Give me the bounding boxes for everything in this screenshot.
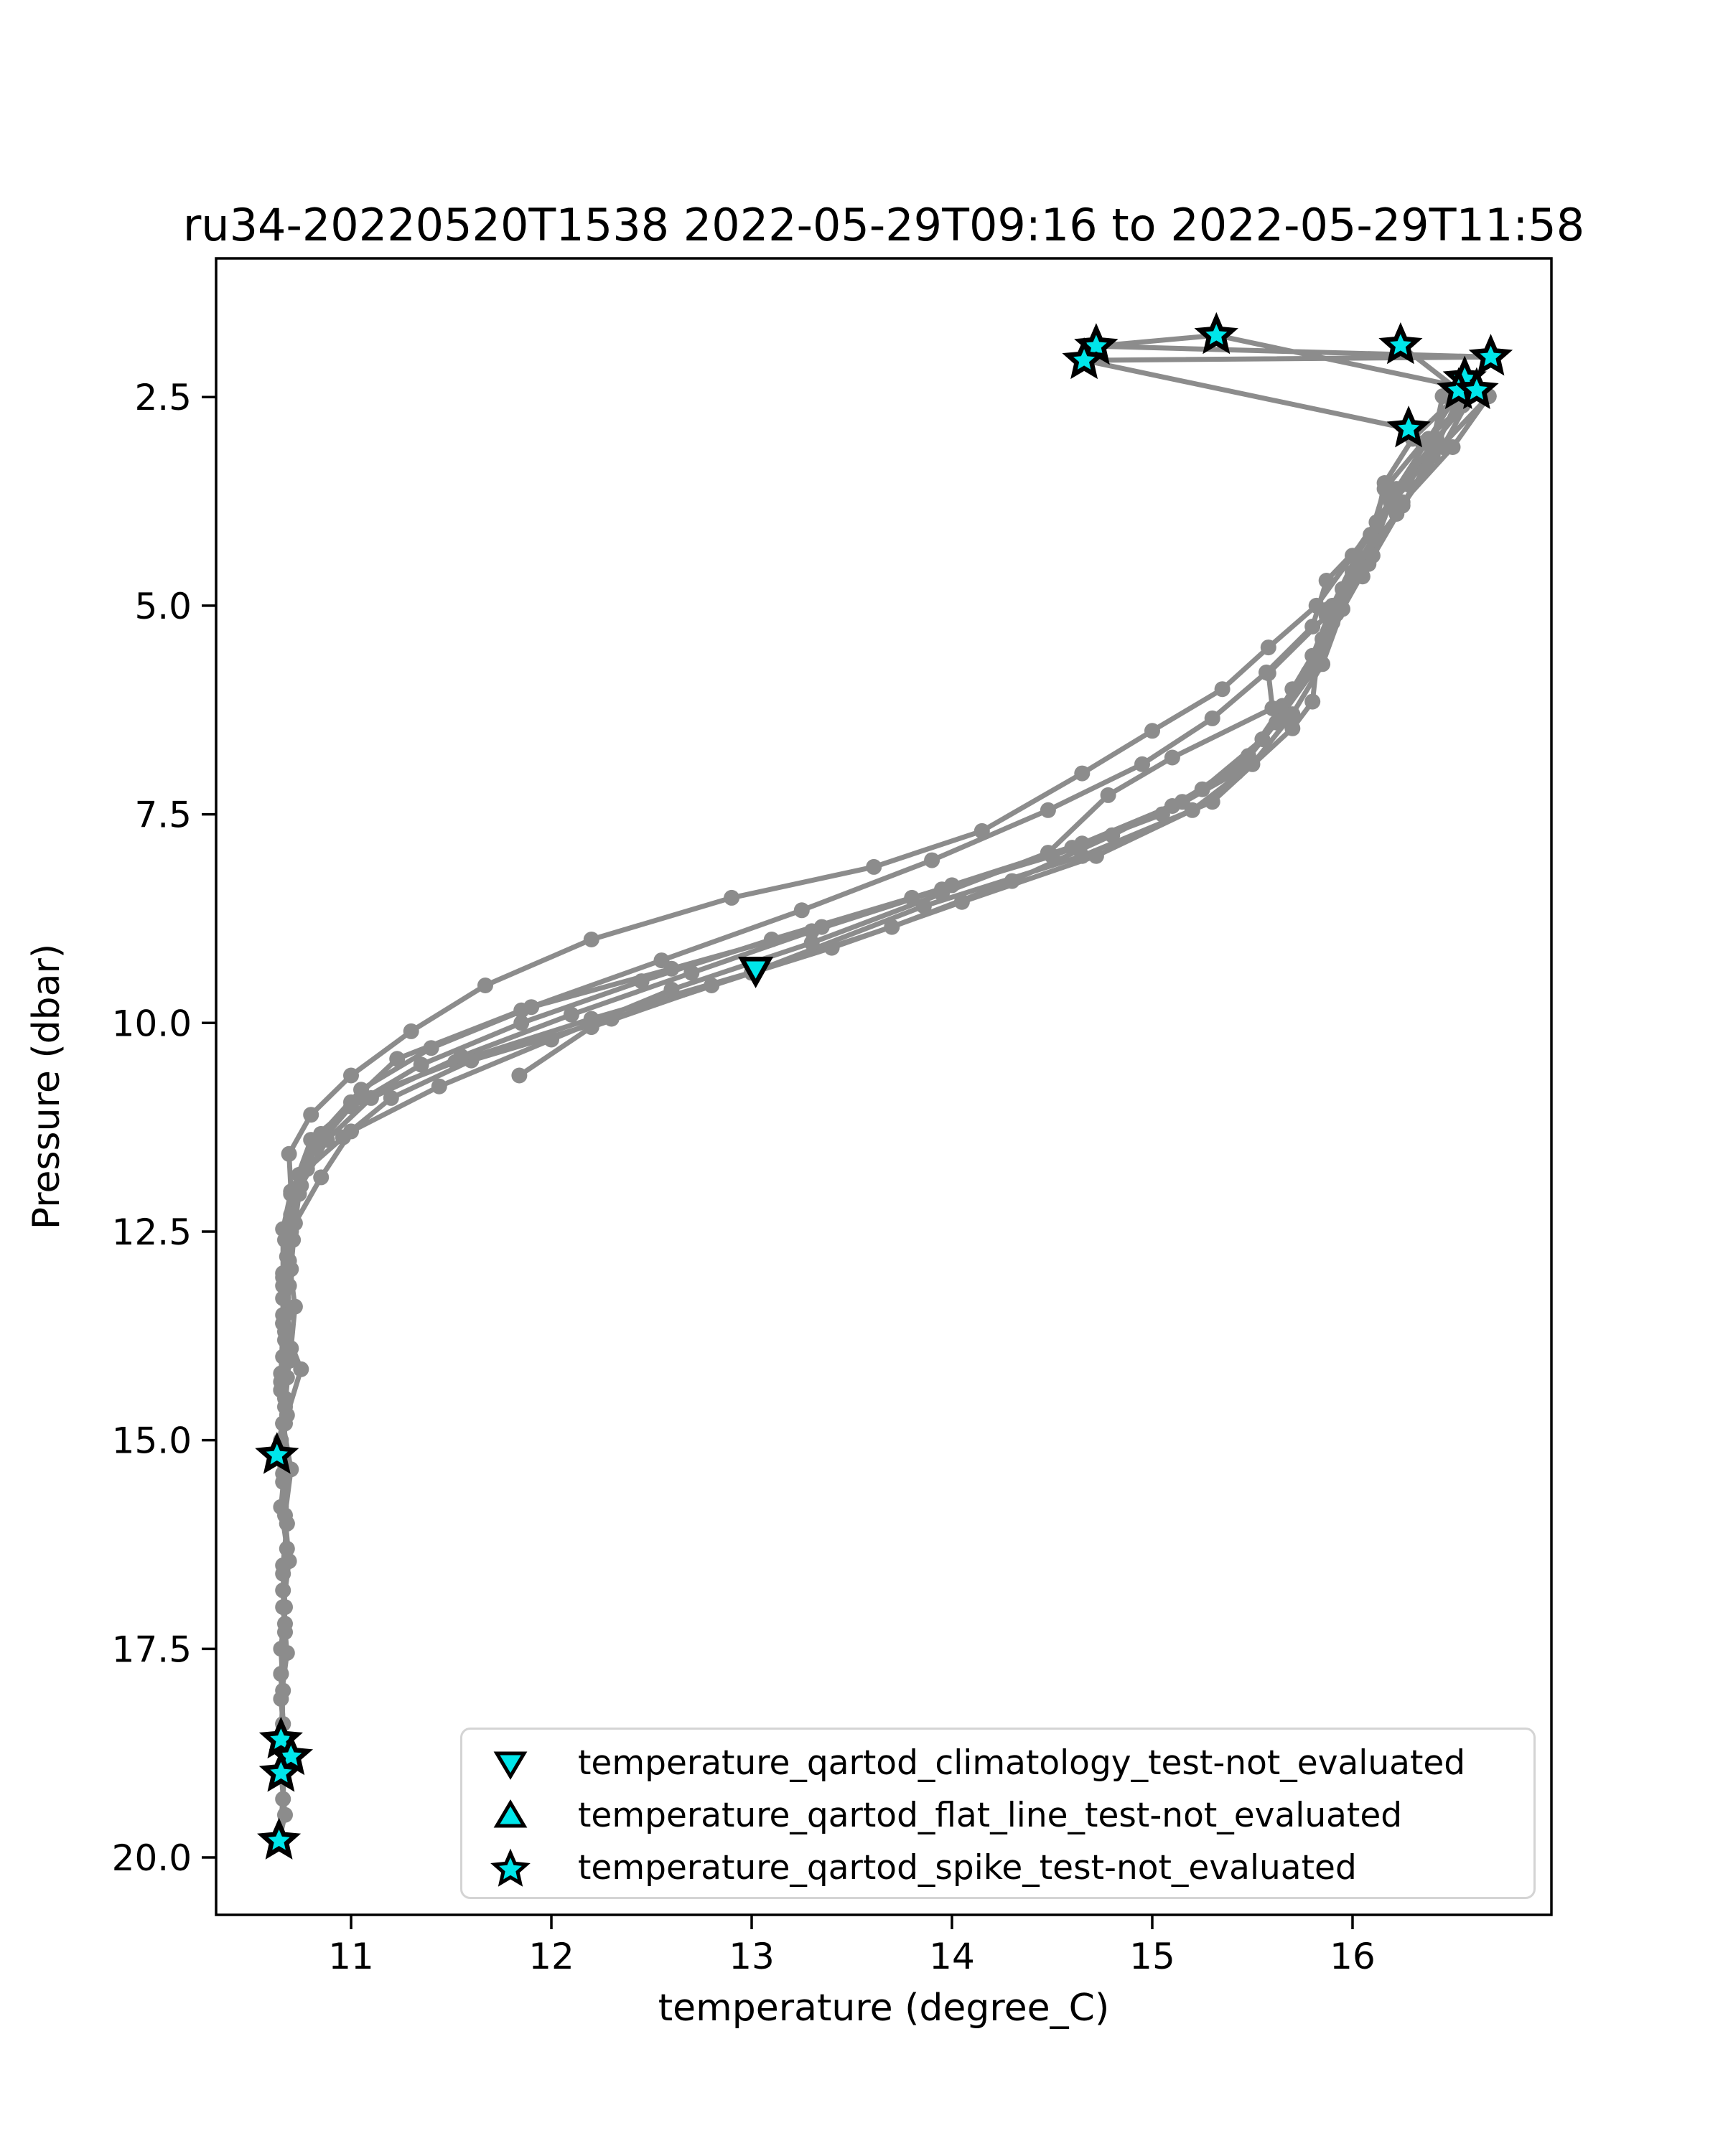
data-point-dot — [1104, 828, 1120, 843]
x-axis-label: temperature (degree_C) — [658, 1987, 1110, 2030]
spike-star-marker — [1392, 411, 1425, 442]
data-point-dot — [1195, 782, 1210, 797]
data-point-dot — [1425, 448, 1441, 464]
profile-line-cast-6-up — [277, 390, 1463, 1456]
legend-row-spike — [462, 1842, 1533, 1894]
data-point-dot — [277, 1616, 293, 1631]
data-point-dot — [1185, 802, 1200, 818]
data-point-dot — [1261, 639, 1276, 655]
data-point-dot — [424, 1040, 439, 1056]
data-point-dot — [283, 1184, 299, 1199]
data-point-dot — [273, 1666, 289, 1682]
data-point-dot — [1144, 723, 1160, 739]
spike-star-marker — [1384, 328, 1417, 359]
profile-line-cast-3-down-deep — [279, 401, 1457, 1841]
data-point-dot — [724, 890, 739, 906]
data-point-dot — [866, 859, 882, 875]
data-point-dot — [273, 1366, 289, 1382]
profile-line-cast-1-down — [281, 396, 1442, 1390]
data-point-dot — [884, 919, 900, 935]
data-point-dot — [1205, 711, 1220, 726]
data-point-dot — [1335, 581, 1350, 597]
legend-label-spike: temperature_qartod_spike_test-not_evaluated — [578, 1848, 1357, 1888]
plot-content — [112, 258, 1551, 1977]
profile-line-cast-2-up — [281, 401, 1452, 1390]
data-point-dot — [275, 1316, 291, 1331]
data-point-dot — [1074, 835, 1090, 851]
data-point-dot — [275, 1583, 291, 1598]
data-point-dot — [1319, 573, 1335, 589]
legend-row-flat-line — [462, 1789, 1533, 1842]
chart-title: ru34-20220520T1538 2022-05-29T09:16 to 2022-05-29T11:58 — [182, 199, 1585, 251]
data-point-dot — [275, 1222, 291, 1237]
data-point-dot — [1134, 756, 1150, 772]
data-point-dot — [275, 1290, 291, 1306]
data-point-dot — [275, 1599, 291, 1615]
data-point-dot — [1315, 631, 1330, 647]
data-point-dot — [1254, 731, 1270, 747]
x-tick-label: 13 — [729, 1936, 775, 1977]
star-icon — [490, 1847, 531, 1889]
data-point-dot — [1445, 439, 1461, 455]
data-point-dot — [814, 919, 830, 935]
data-point-dot — [683, 965, 699, 981]
y-tick-label: 20.0 — [111, 1837, 192, 1880]
x-tick-label: 12 — [528, 1936, 574, 1977]
data-point-dot — [1205, 794, 1220, 810]
data-point-dot — [279, 1645, 295, 1661]
legend-row-climatology — [462, 1737, 1533, 1789]
data-point-dot — [794, 902, 810, 918]
x-tick-label: 16 — [1330, 1936, 1376, 1977]
y-tick-label: 2.5 — [134, 377, 192, 419]
triangle-up-icon — [490, 1795, 531, 1837]
data-point-dot — [313, 1169, 329, 1185]
y-tick-label: 7.5 — [134, 794, 192, 836]
data-point-dot — [1345, 548, 1360, 563]
data-point-dot — [824, 940, 840, 956]
data-point-dot — [564, 1007, 579, 1023]
data-point-dot — [1088, 848, 1104, 864]
data-point-dot — [454, 1049, 470, 1064]
spike-star-marker — [1475, 339, 1508, 370]
data-point-dot — [343, 1123, 359, 1139]
y-axis-label: Pressure (dbar) — [25, 943, 68, 1230]
data-point-dot — [764, 932, 780, 947]
data-point-dot — [477, 978, 493, 993]
data-point-dot — [1284, 706, 1300, 722]
data-point-dot — [1304, 694, 1320, 710]
data-point-dot — [584, 932, 599, 947]
data-point-dot — [1335, 601, 1350, 617]
data-point-dot — [1215, 681, 1231, 697]
data-point-dot — [383, 1090, 399, 1106]
data-point-dot — [303, 1107, 319, 1122]
data-point-dot — [1284, 681, 1300, 697]
y-tick-label: 5.0 — [134, 585, 192, 627]
data-point-dot — [1429, 431, 1444, 446]
data-point-dot — [403, 1023, 419, 1039]
data-point-dot — [279, 1516, 295, 1532]
data-point-dot — [954, 894, 970, 910]
data-point-dot — [281, 1146, 297, 1162]
data-point-dot — [1004, 873, 1020, 889]
data-point-dot — [511, 1068, 527, 1084]
data-point-dot — [663, 982, 679, 998]
data-point-dot — [313, 1126, 329, 1142]
data-point-dot — [523, 999, 539, 1015]
y-tick-label: 10.0 — [111, 1003, 192, 1045]
data-point-dot — [277, 1332, 293, 1348]
data-point-dot — [343, 1095, 359, 1110]
data-point-dot — [1368, 515, 1384, 530]
data-point-dot — [663, 961, 679, 977]
data-point-dot — [974, 823, 990, 839]
x-tick-label: 11 — [328, 1936, 374, 1977]
data-point-dot — [543, 1032, 559, 1048]
data-point-dot — [389, 1051, 405, 1067]
data-point-dot — [1304, 619, 1320, 634]
data-point-dot — [1101, 787, 1116, 803]
data-point-dot — [1365, 548, 1381, 563]
data-point-dot — [414, 1056, 429, 1072]
data-point-dot — [1315, 656, 1330, 672]
data-point-dot — [704, 978, 719, 993]
data-point-dot — [1309, 598, 1325, 614]
data-point-dot — [1164, 750, 1180, 766]
data-point-dot — [804, 935, 820, 951]
data-point-dot — [277, 1415, 293, 1431]
data-point-dot — [634, 973, 650, 989]
data-point-dot — [1245, 756, 1261, 772]
legend — [460, 1728, 1536, 1899]
data-point-dot — [1040, 802, 1056, 818]
y-tick-label: 12.5 — [111, 1211, 192, 1253]
data-point-dot — [431, 1079, 447, 1095]
data-point-dot — [279, 1541, 295, 1557]
spike-star-marker — [263, 1824, 296, 1855]
data-point-dot — [584, 1019, 599, 1035]
legend-label-climatology: temperature_qartod_climatology_test-not_evaluated — [578, 1743, 1466, 1783]
data-point-dot — [275, 1566, 291, 1582]
data-point-dot — [904, 890, 920, 906]
legend-label-flat-line: temperature_qartod_flat_line_test-not_evaluated — [578, 1796, 1403, 1835]
data-point-dot — [291, 1167, 307, 1183]
data-point-dot — [279, 1249, 295, 1265]
data-point-dot — [273, 1499, 289, 1515]
data-point-dot — [277, 1399, 293, 1415]
data-point-dot — [283, 1207, 299, 1223]
data-point-dot — [1040, 845, 1056, 861]
y-tick-label: 17.5 — [111, 1628, 192, 1671]
profile-line-surface-transit — [1084, 335, 1490, 428]
data-point-dot — [275, 1791, 291, 1807]
x-tick-label: 15 — [1129, 1936, 1175, 1977]
data-point-dot — [924, 853, 940, 868]
data-point-dot — [1377, 475, 1393, 491]
data-point-dot — [1074, 766, 1090, 782]
data-point-dot — [944, 877, 960, 893]
triangle-down-icon — [490, 1743, 531, 1784]
data-point-dot — [273, 1691, 289, 1707]
data-point-dot — [604, 1011, 620, 1027]
data-point-dot — [275, 1265, 291, 1281]
profile-line-cast-4-up — [279, 406, 1466, 1841]
x-tick-label: 14 — [929, 1936, 975, 1977]
spike-star-marker — [1200, 318, 1233, 349]
y-tick-label: 15.0 — [111, 1420, 192, 1462]
data-point-dot — [353, 1082, 369, 1097]
data-point-dot — [1284, 721, 1300, 736]
data-point-dot — [1261, 665, 1276, 681]
data-point-dot — [1395, 495, 1411, 510]
data-point-dot — [343, 1068, 359, 1084]
